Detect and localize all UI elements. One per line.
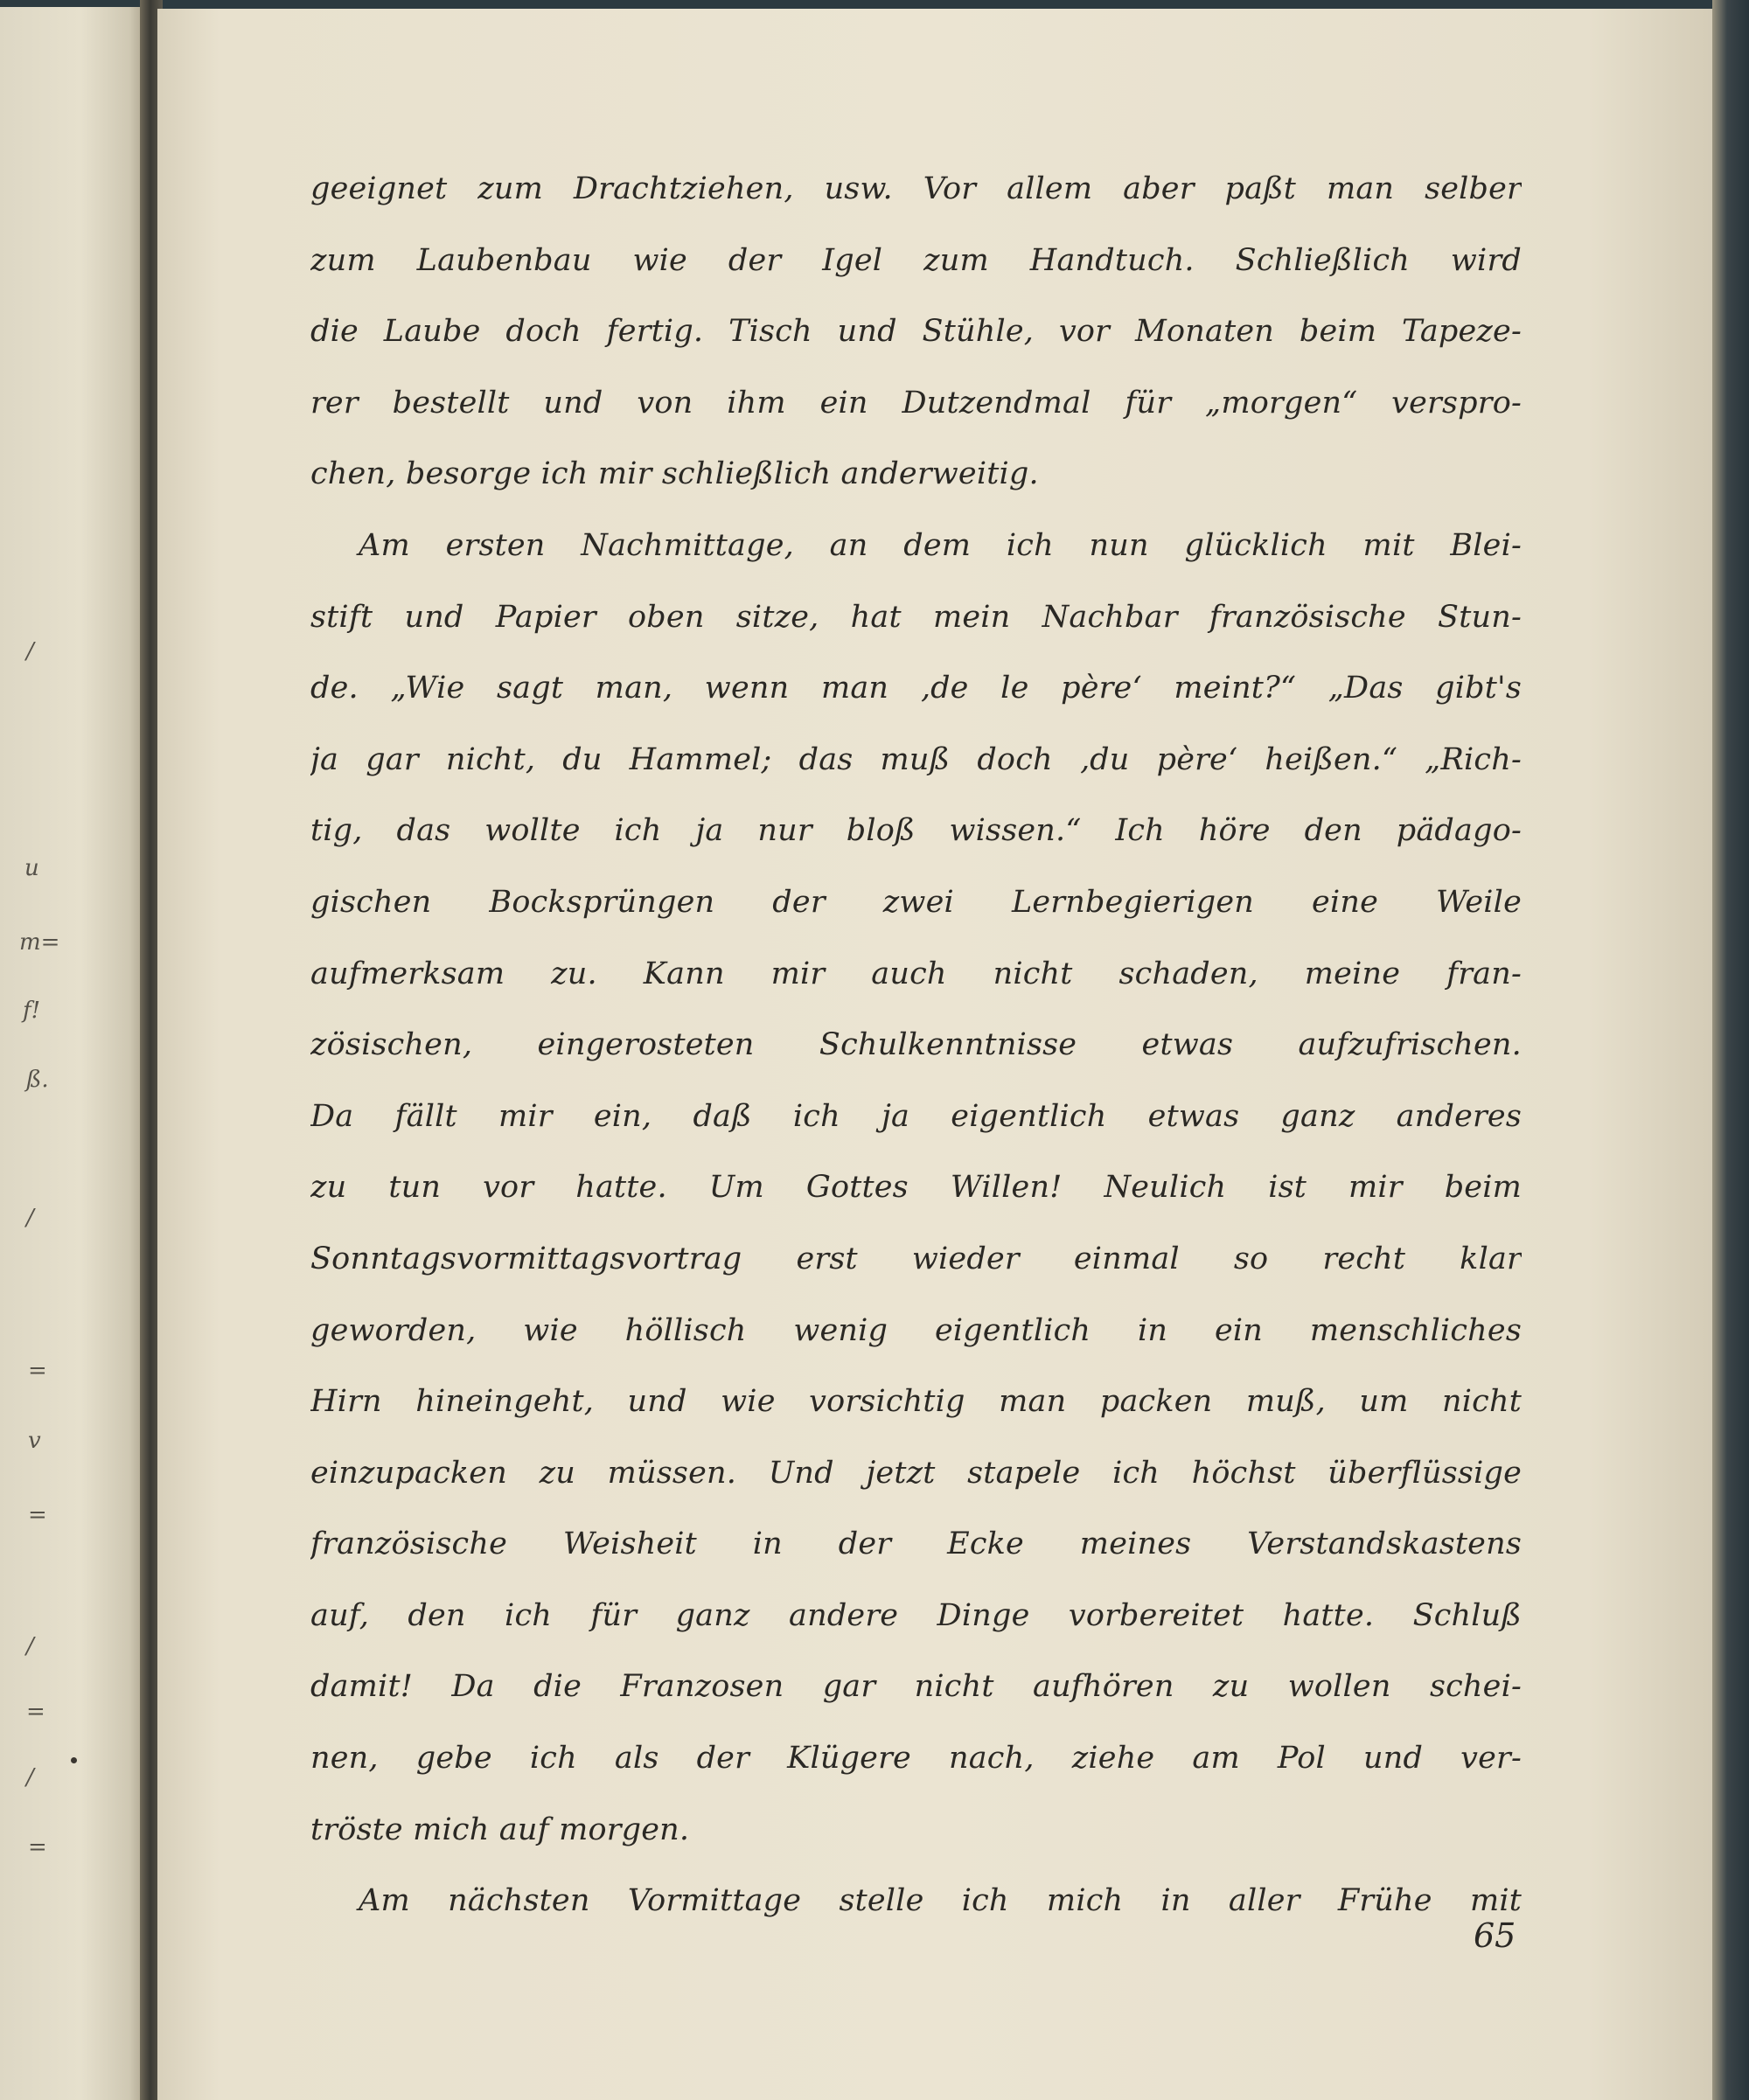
text-line: französische Weisheit in der Ecke meines Verstandskastens xyxy=(310,1526,1522,1562)
page-edge xyxy=(1712,0,1749,2100)
text-line: zu tun vor hatte. Um Gottes Willen! Neulich ist mir beim xyxy=(310,1170,1522,1206)
ink-dot xyxy=(71,1757,77,1763)
margin-mark: f! xyxy=(23,998,41,1024)
margin-mark: u xyxy=(24,855,39,881)
margin-mark: ß. xyxy=(26,1067,49,1093)
handwritten-text-body xyxy=(310,154,1522,1937)
page-number: 65 xyxy=(1474,1916,1516,1955)
text-line: gischen Bocksprüngen der zwei Lernbegierigen eine Weile xyxy=(310,884,1522,920)
text-line: geworden, wie höllisch wenig eigentlich in ein menschliches xyxy=(310,1312,1522,1348)
margin-mark: = xyxy=(26,1699,45,1725)
text-line: tröste mich auf morgen. xyxy=(310,1811,690,1847)
text-line: de. „Wie sagt man, wenn man ‚de le père‘ meint?“ „Das gibt's xyxy=(310,671,1522,706)
text-line: einzupacken zu müssen. Und jetzt stapele ich höchst überflüssige xyxy=(310,1455,1522,1491)
text-line: stift und Papier oben sitze, hat mein Nachbar französische Stun- xyxy=(310,599,1522,635)
margin-mark: m= xyxy=(19,929,60,956)
text-line: Am nächsten Vormittage stelle ich mich in aller Frühe mit xyxy=(359,1883,1522,1919)
margin-mark: / xyxy=(26,1764,34,1791)
margin-mark: = xyxy=(28,1502,47,1528)
text-line: aufmerksam zu. Kann mir auch nicht schaden, meine fran- xyxy=(310,956,1522,991)
text-line: zösischen, eingerosteten Schulkenntnisse etwas aufzufrischen. xyxy=(310,1027,1522,1063)
text-line: geeignet zum Drachtziehen, usw. Vor allem aber paßt man selber xyxy=(310,171,1522,206)
margin-mark: / xyxy=(26,1633,34,1659)
text-line: Sonntagsvormittagsvortrag erst wieder einmal so recht klar xyxy=(310,1241,1522,1276)
text-line: nen, gebe ich als der Klügere nach, ziehe am Pol und ver- xyxy=(310,1741,1522,1777)
text-line: damit! Da die Franzosen gar nicht aufhören zu wollen schei- xyxy=(310,1669,1522,1705)
text-line: tig, das wollte ich ja nur bloß wissen.“ Ich höre den pädago- xyxy=(310,813,1522,849)
text-line: Am ersten Nachmittage, an dem ich nun glücklich mit Blei- xyxy=(359,527,1522,563)
margin-mark: = xyxy=(28,1834,47,1860)
text-line: Da fällt mir ein, daß ich ja eigentlich etwas ganz anderes xyxy=(310,1098,1522,1134)
text-line: rer bestellt und von ihm ein Dutzendmal für „morgen“ verspro- xyxy=(310,385,1522,421)
text-line: Hirn hineingeht, und wie vorsichtig man packen muß, um nicht xyxy=(310,1384,1522,1420)
text-line: auf, den ich für ganz andere Dinge vorbereitet hatte. Schluß xyxy=(310,1597,1522,1633)
text-line: ja gar nicht, du Hammel; das muß doch ‚du père‘ heißen.“ „Rich- xyxy=(310,741,1522,777)
margin-mark: = xyxy=(28,1358,47,1384)
text-line: zum Laubenbau wie der Igel zum Handtuch. Schließlich wird xyxy=(310,242,1522,278)
left-facing-page xyxy=(0,7,147,2100)
margin-mark: / xyxy=(26,638,34,664)
text-line: chen, besorge ich mir schließlich anderweitig. xyxy=(310,456,1039,492)
margin-mark: v xyxy=(28,1428,41,1454)
text-line: die Laube doch fertig. Tisch und Stühle, vor Monaten beim Tapeze- xyxy=(310,314,1522,350)
margin-mark: / xyxy=(26,1205,34,1231)
